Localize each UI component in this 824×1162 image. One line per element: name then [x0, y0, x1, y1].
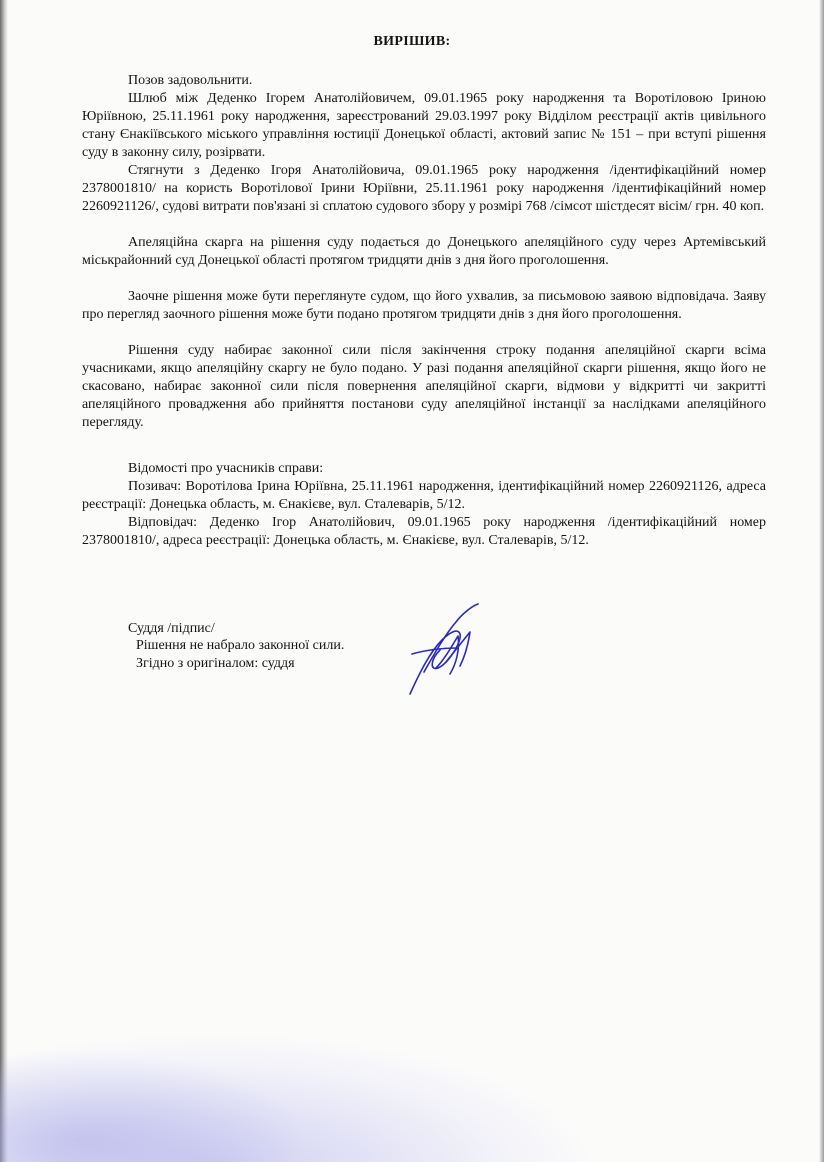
not-in-force-note: Рішення не набрало законної сили.	[136, 638, 345, 653]
scan-color-stain	[0, 880, 824, 1162]
participant-defendant: Відповідач: Деденко Ігор Анатолійович, 09.01.1965 року народження /ідентифікаційний номер 2378001810/, адреса реєстрації: Донецька область, м. Єнакієве, вул. Сталеварів, 5/12.	[82, 515, 766, 548]
participant-plaintiff: Позивач: Воротілова Ірина Юріївна, 25.11.1961 народження, ідентифікаційний номер 2260921126, адреса реєстрації: Донецька область, м. Єнакієве, вул. Сталеварів, 5/12.	[82, 479, 766, 512]
paragraph-costs: Стягнути з Деденко Ігоря Анатолійовича, 09.01.1965 року народження /ідентифікаційний номер 2378001810/ на користь Воротілової Ірини Юріївни, 25.11.1961 року народження /ідентифікаційний номер 2260921126/, судові витрати пов'язані зі сплатою судового збору у розмірі 768 /сімсот шістдесят вісім/ грн. 40 коп.	[82, 163, 766, 214]
participants-heading: Відомості про учасників справи:	[128, 461, 324, 476]
paragraph-legal-force: Рішення суду набирає законної сили після закінчення строку подання апеляційної скарги всіма учасниками, якщо апеляційну скаргу не було подано. У разі подання апеляційної скарги рішення, якщо його не скасовано, набирає законної сили після повернення апеляційної скарги, відмови у відкритті чи закритті апеляційного провадження або прийняття постанови суду апеляційної інстанції за наслідками апеляційного перегляду.	[82, 343, 766, 430]
decision-heading: ВИРІШИВ:	[373, 34, 451, 49]
certified-copy-line: Згідно з оригіналом: суддя	[136, 656, 295, 671]
paragraph-divorce: Шлюб між Деденко Ігорем Анатолійовичем, 09.01.1965 року народження та Воротіловою Іриною Юріївною, 25.11.1961 року народження, зареєстрований 29.03.1997 року Відділом реєстрації актів цивільного стану Єнакіївського міського управління юстиції Донецької області, актовий запис № 151 – при вступі рішення суду в законну силу, розірвати.	[82, 91, 766, 160]
handwritten-signature-icon	[400, 602, 490, 702]
paragraph-appeal: Апеляційна скарга на рішення суду подається до Донецького апеляційного суду через Артемівський міськрайонний суд Донецької області протягом тридцяти днів з дня його проголошення.	[82, 235, 766, 268]
judge-signature-line: Суддя /підпис/	[128, 621, 215, 636]
paragraph-claim: Позов задовольнити.	[128, 73, 253, 88]
paragraph-default-judgment: Заочне рішення може бути переглянуте судом, що його ухвалив, за письмовою заявою відповідача. Заяву про перегляд заочного рішення може бути подано протягом тридцяти днів з дня його проголошення.	[82, 289, 766, 322]
